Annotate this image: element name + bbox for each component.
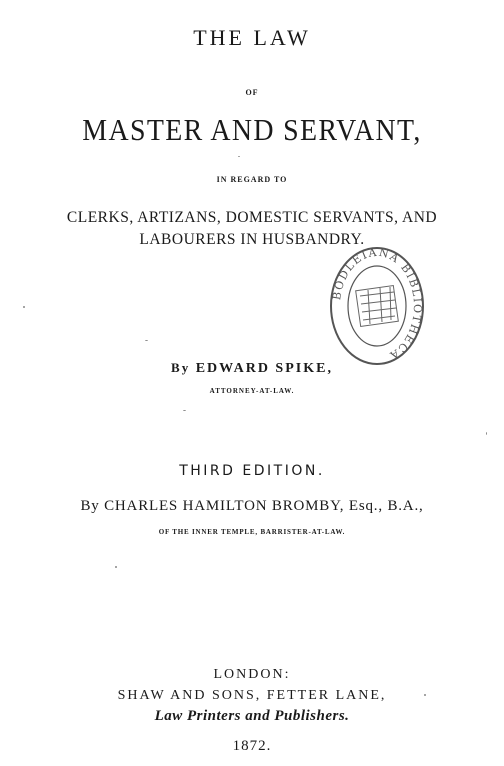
author-by: By xyxy=(171,360,191,375)
title-line-2: MASTER AND SERVANT, xyxy=(82,112,422,147)
connector-in-regard: IN REGARD TO xyxy=(216,175,288,184)
author-line xyxy=(0,361,504,376)
editor-title: OF THE INNER TEMPLE, BARRISTER-AT-LAW. xyxy=(158,528,346,536)
editor-name: CHARLES HAMILTON BROMBY, xyxy=(104,498,345,514)
editor-by: By xyxy=(80,498,100,514)
imprint-year: 1872. xyxy=(232,738,272,754)
editor-line xyxy=(0,499,504,514)
imprint-tagline: Law Printers and Publishers. xyxy=(154,708,350,724)
stamp-emblem xyxy=(356,286,399,327)
imprint-place: LONDON: xyxy=(213,667,291,682)
subtitle-line-2: LABOURERS IN HUSBANDRY. xyxy=(139,231,365,248)
subtitle-line-1: CLERKS, ARTIZANS, DOMESTIC SERVANTS, AND xyxy=(66,209,438,226)
imprint-publisher: SHAW AND SONS, FETTER LANE, xyxy=(117,688,387,703)
title-line-1: THE LAW xyxy=(193,25,311,50)
author-title: ATTORNEY-AT-LAW. xyxy=(209,387,295,395)
library-stamp-seal xyxy=(328,244,426,368)
author-name: EDWARD SPIKE, xyxy=(195,361,333,376)
editor-suffix: Esq., B.A., xyxy=(348,498,424,514)
svg-text:BODLEIANA BIBLIOTHECA xyxy=(330,246,424,363)
connector-of: OF xyxy=(245,88,259,97)
edition: THIRD EDITION. xyxy=(179,463,325,479)
stamp-text: BODLEIANA BIBLIOTHECA xyxy=(330,245,425,363)
